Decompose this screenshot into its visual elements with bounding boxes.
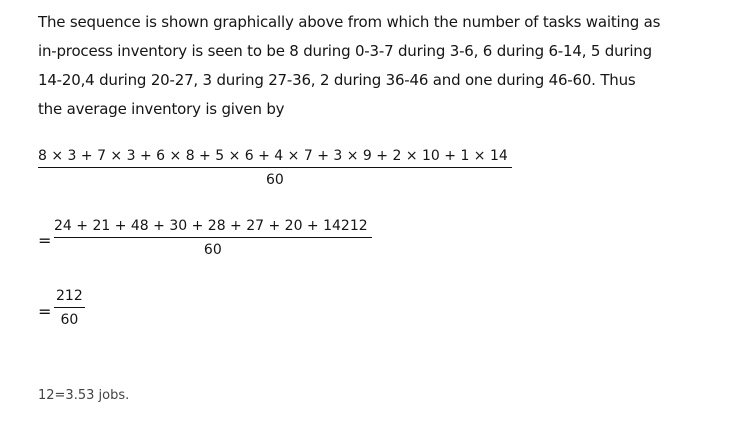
- fraction-denominator: 60: [265, 172, 284, 188]
- fraction-sum-terms: [54, 218, 372, 258]
- fraction-numerator: 8 × 3 + 7 × 3 + 6 × 8 + 5 × 6 + 4 × 7 + 3 × 9 + 2 × 10 + 1 × 14: [38, 148, 512, 168]
- fraction-denominator: 60: [60, 312, 79, 328]
- fraction-total: [54, 288, 85, 328]
- fraction-average-inventory: [38, 148, 512, 188]
- paragraph-line: The sequence is shown graphically above from which the number of tasks waiting as: [38, 13, 661, 31]
- paragraph: [38, 8, 728, 124]
- paragraph-line: the average inventory is given by: [38, 100, 285, 118]
- fraction-numerator: 24 + 21 + 48 + 30 + 28 + 27 + 20 + 14212: [54, 218, 372, 238]
- result-text: 12=3.53 jobs.: [38, 388, 130, 403]
- equals-sign: =: [38, 231, 52, 250]
- paragraph-line: 14-20,4 during 20-27, 3 during 27-36, 2 during 36-46 and one during 46-60. Thus: [38, 71, 636, 89]
- paragraph-line: in-process inventory is seen to be 8 during 0-3-7 during 3-6, 6 during 6-14, 5 during: [38, 42, 652, 60]
- fraction-numerator: 212: [54, 288, 85, 308]
- equals-sign: =: [38, 302, 52, 321]
- fraction-denominator: 60: [203, 242, 222, 258]
